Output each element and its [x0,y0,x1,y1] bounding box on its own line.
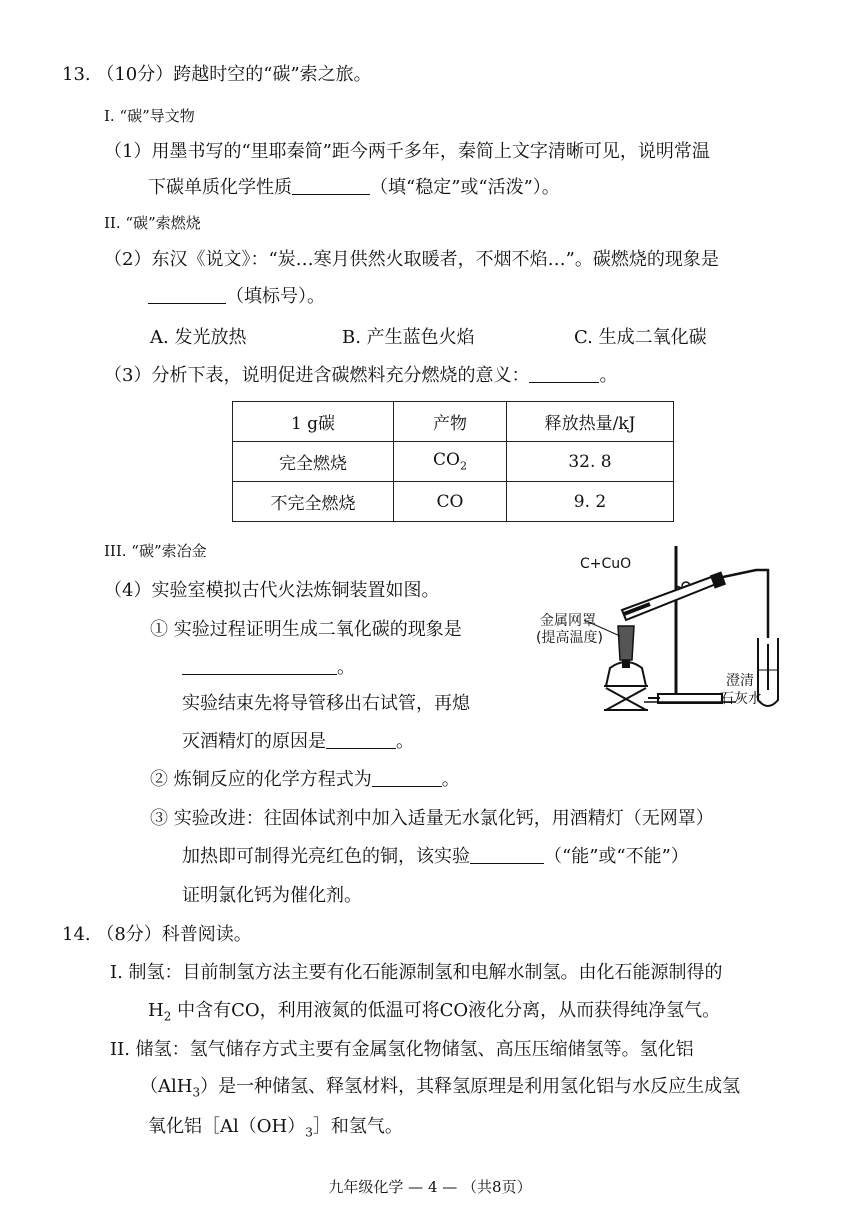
q14-part2-end: ］和氢气。 [312,1116,403,1137]
q13-part3-end: 。 [599,365,618,386]
q13-part4-text2-end: 。 [396,731,414,752]
q14-part2-line3 [148,1114,403,1146]
q13-part4-sub2-end: 。 [441,769,460,790]
hydrogen-subscript: 2 [163,1009,172,1024]
q14-part1-line2 [148,998,720,1030]
section-1-heading: I. “碳”导文物 [104,107,195,125]
answer-blank-7[interactable] [470,845,544,864]
answer-blank-3[interactable] [529,364,599,383]
table-row [233,442,674,482]
section-2-heading: II. “碳”索燃烧 [104,214,201,232]
q13-part4-sub1-answer [182,655,355,681]
label-limewater-1: 澄清 [726,673,754,689]
reaction-tube [622,576,716,620]
q13-header: 13. （10分）跨越时空的“碳”索之旅。 [62,64,372,85]
aloh3-subscript: 3 [305,1125,313,1140]
table-header-cell: 产物 [394,402,507,442]
q13-part4-text2-main: 灭酒精灯的原因是 [182,731,326,752]
label-c-cuo: C+CuO [580,556,632,572]
combustion-table [232,401,674,522]
q13-part4-sub3-text: 加热即可制得光亮红色的铜，该实验 [182,846,470,867]
q14-part2-rest: ）是一种储氢、释氢材料，其释氢原理是利用氢化铝与水反应生成氢 [200,1076,741,1097]
page-footer: 九年级化学 — 4 — （共8页） [328,1178,532,1196]
q13-part2-line2 [148,284,325,310]
answer-blank-6[interactable] [372,768,442,787]
answer-blank-5[interactable] [326,730,396,749]
alh3-formula: （AlH [140,1076,193,1097]
label-mesh-note: (提高温度) [536,630,603,646]
q13-part4-sub2 [150,767,460,793]
q13-part4-sub2-text: ② 炼铜反应的化学方程式为 [150,769,372,790]
q13-part3-text: （3）分析下表，说明促进含碳燃料充分燃烧的意义： [104,365,530,386]
option-c: C. 生成二氧化碳 [574,327,707,348]
q13-part3 [104,363,617,389]
table-header-row [233,402,674,442]
section-3-heading: III. “碳”索冶金 [104,542,207,560]
q13-part4-sub3-hint: （“能”或“不能”） [544,846,689,867]
aloh3-formula: 氧化铝［Al（OH） [148,1116,306,1137]
table-row [233,482,674,522]
q13-part4-sub3-line1: ③ 实验改进：往固体试剂中加入适量无水氯化钙，用酒精灯（无网罩） [150,808,714,829]
table-cell [394,482,507,522]
product-formula: CO [436,491,464,512]
q13-part4-text2 [182,729,414,755]
lab-jack [604,686,648,710]
table-header-cell: 释放热量/kJ [507,402,674,442]
q14-header: 14. （8分）科普阅读。 [62,924,252,945]
q13-part1-hint: （填“稳定”或“活泼”）。 [370,177,560,198]
table-cell: 9. 2 [507,482,674,522]
q13-part4-text1: 实验结束先将导管移出右试管，再熄 [182,693,470,714]
q13-part4-sub1-end: 。 [337,657,355,678]
q14-part1-rest: 中含有CO，利用液氮的低温可将CO液化分离，从而获得纯净氢气。 [171,1000,721,1021]
product-subscript: 2 [459,459,467,473]
answer-blank-4[interactable] [182,656,337,675]
table-cell: 32. 8 [507,442,674,482]
table-cell [394,442,507,482]
q13-part4-sub1: ① 实验过程证明生成二氧化碳的现象是 [150,619,462,640]
table-cell: 完全燃烧 [233,442,394,482]
q13-part1-text: 下碳单质化学性质 [148,177,292,198]
lamp-wick [622,660,630,668]
answer-blank-2[interactable] [148,285,226,304]
q14-part2-line2 [140,1074,740,1106]
hydrogen-formula: H [148,1000,164,1021]
metal-mesh [618,626,634,660]
q13-part1-line2 [148,175,560,201]
q14-part2-line1: II. 储氢：氢气储存方式主要有金属氢化物储氢、高压压缩储氢等。氢化铝 [110,1039,694,1060]
option-b: B. 产生蓝色火焰 [342,327,475,348]
q13-part2-line1: （2）东汉《说文》：“炭…寒月供然火取暖者，不烟不焰…”。碳燃烧的现象是 [104,249,719,270]
q14-part1-line1: I. 制氢：目前制氢方法主要有化石能源制氢和电解水制氢。由化石能源制得的 [110,962,723,983]
table-cell: 不完全燃烧 [233,482,394,522]
answer-blank-1[interactable] [292,176,370,195]
label-metal-mesh: 金属网罩 [540,613,596,629]
label-limewater-2: 石灰水 [720,691,762,707]
q13-part1-line1: （1）用墨书写的“里耶秦简”距今两千多年，秦简上文字清晰可见，说明常温 [104,141,710,162]
q13-part4-sub3-line3: 证明氯化钙为催化剂。 [182,885,362,906]
q13-part2-hint: （填标号）。 [226,286,325,307]
q13-part4: （4）实验室模拟古代火法炼铜装置如图。 [104,580,440,601]
option-a: A. 发光放热 [150,327,247,348]
q13-part4-sub3-line2 [182,844,689,870]
product-formula: CO [433,450,460,471]
alh3-subscript: 3 [192,1085,201,1100]
table-header-cell: 1 g碳 [233,402,394,442]
